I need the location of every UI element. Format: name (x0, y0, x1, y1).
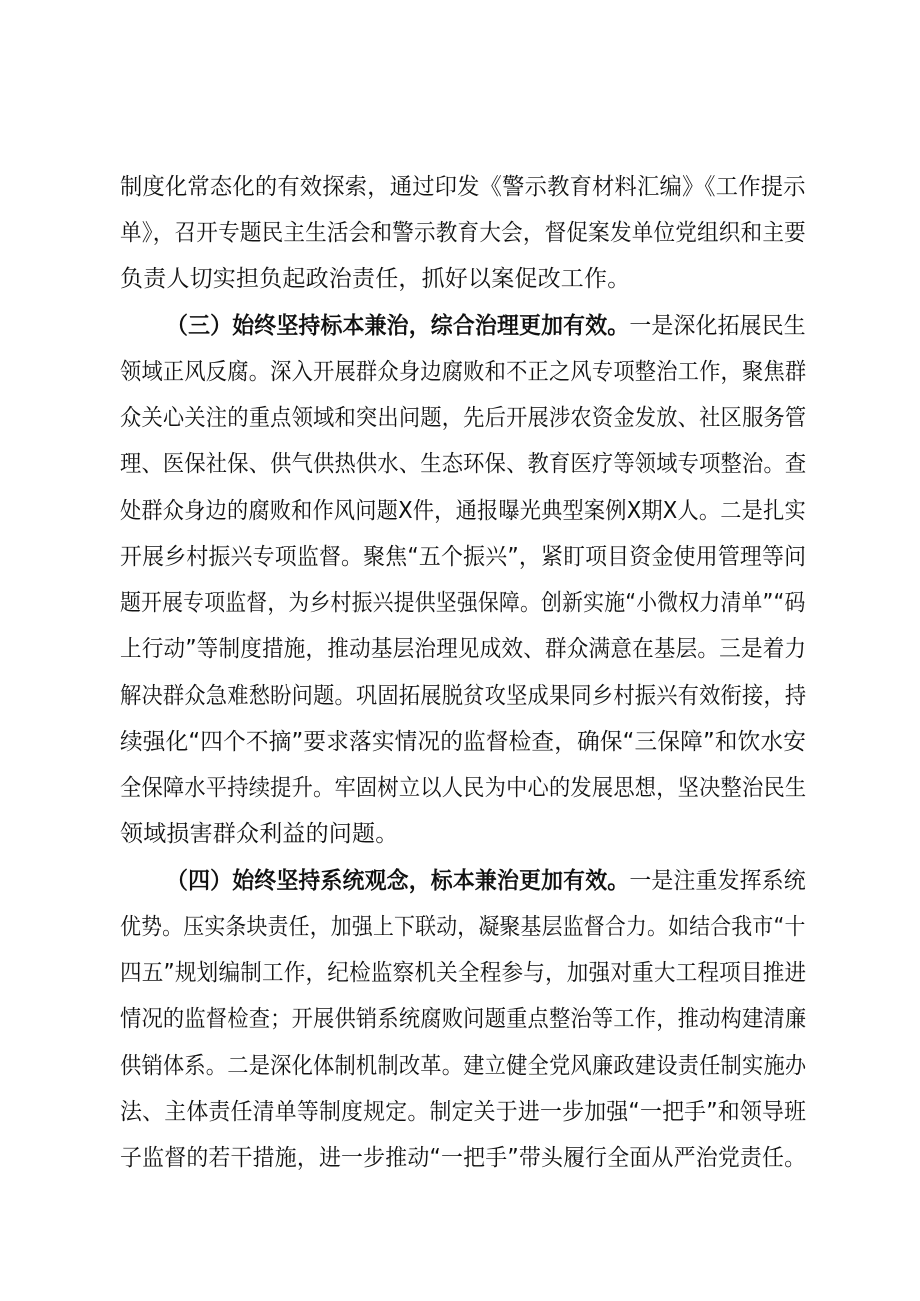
text-line: 上行动”等制度措施，推动基层治理见成效、群众满意在基层。三是着力 (120, 636, 807, 662)
section-three-heading: （三）始终坚持标本兼治，综合治理更加有效。 (166, 313, 630, 339)
text-line: 领域损害群众利益的问题。 (120, 821, 399, 847)
text-line: 续强化“四个不摘”要求落实情况的监督检查，确保“三保障”和饮水安 (120, 729, 807, 755)
text-line: 子监督的若干措施，进一步推动“一把手”带头履行全面从严治党责任。 (120, 1145, 807, 1171)
text-line: 开展乡村振兴专项监督。聚焦“五个振兴”，紧盯项目资金使用管理等问 (120, 544, 807, 570)
text-line: 情况的监督检查；开展供销系统腐败问题重点整治等工作，推动构建清廉 (120, 1006, 807, 1032)
text-line: 制度化常态化的有效探索，通过印发《警示教育材料汇编》《工作提示 (120, 174, 806, 200)
text-line: 优势。压实条块责任，加强上下联动，凝聚基层监督合力。如结合我市“十 (120, 914, 806, 940)
text-line: 处群众身边的腐败和作风问题X件，通报曝光典型案例X期X人。二是扎实 (120, 498, 806, 524)
text-line: 负责人切实担负起政治责任，抓好以案促改工作。 (120, 266, 631, 292)
text-line: 法、主体责任清单等制度规定。制定关于进一步加强“一把手”和领导班 (120, 1099, 807, 1125)
text-line: 题开展专项监督，为乡村振兴提供坚强保障。创新实施“小微权力清单”“码 (120, 590, 806, 616)
text-line: 一是深化拓展民生 (629, 313, 806, 339)
text-line: 供销体系。二是深化体制机制改革。建立健全党风廉政建设责任制实施办 (120, 1053, 807, 1079)
text-line: 全保障水平持续提升。牢固树立以人民为中心的发展思想，坚决整治民生 (120, 775, 807, 801)
text-line: 单》，召开专题民主生活会和警示教育大会，督促案发单位党组织和主要 (120, 220, 806, 246)
text-line: 一是注重发挥系统 (629, 868, 806, 894)
text-line: 理、医保社保、供气供热供水、生态环保、教育医疗等领域专项整治。查 (120, 451, 807, 477)
text-line: 四五”规划编制工作，纪检监察机关全程参与，加强对重大工程项目推进 (120, 960, 807, 986)
text-line: 领域正风反腐。深入开展群众身边腐败和不正之风专项整治工作，聚焦群 (120, 359, 807, 385)
section-four-heading: （四）始终坚持系统观念，标本兼治更加有效。 (166, 868, 630, 894)
section-four-first-line (166, 866, 806, 896)
text-line: 众关心关注的重点领域和突出问题，先后开展涉农资金发放、社区服务管 (120, 405, 807, 431)
section-three-first-line (166, 311, 806, 341)
text-line: 解决群众急难愁盼问题。巩固拓展脱贫攻坚成果同乡村振兴有效衔接，持 (120, 683, 807, 709)
